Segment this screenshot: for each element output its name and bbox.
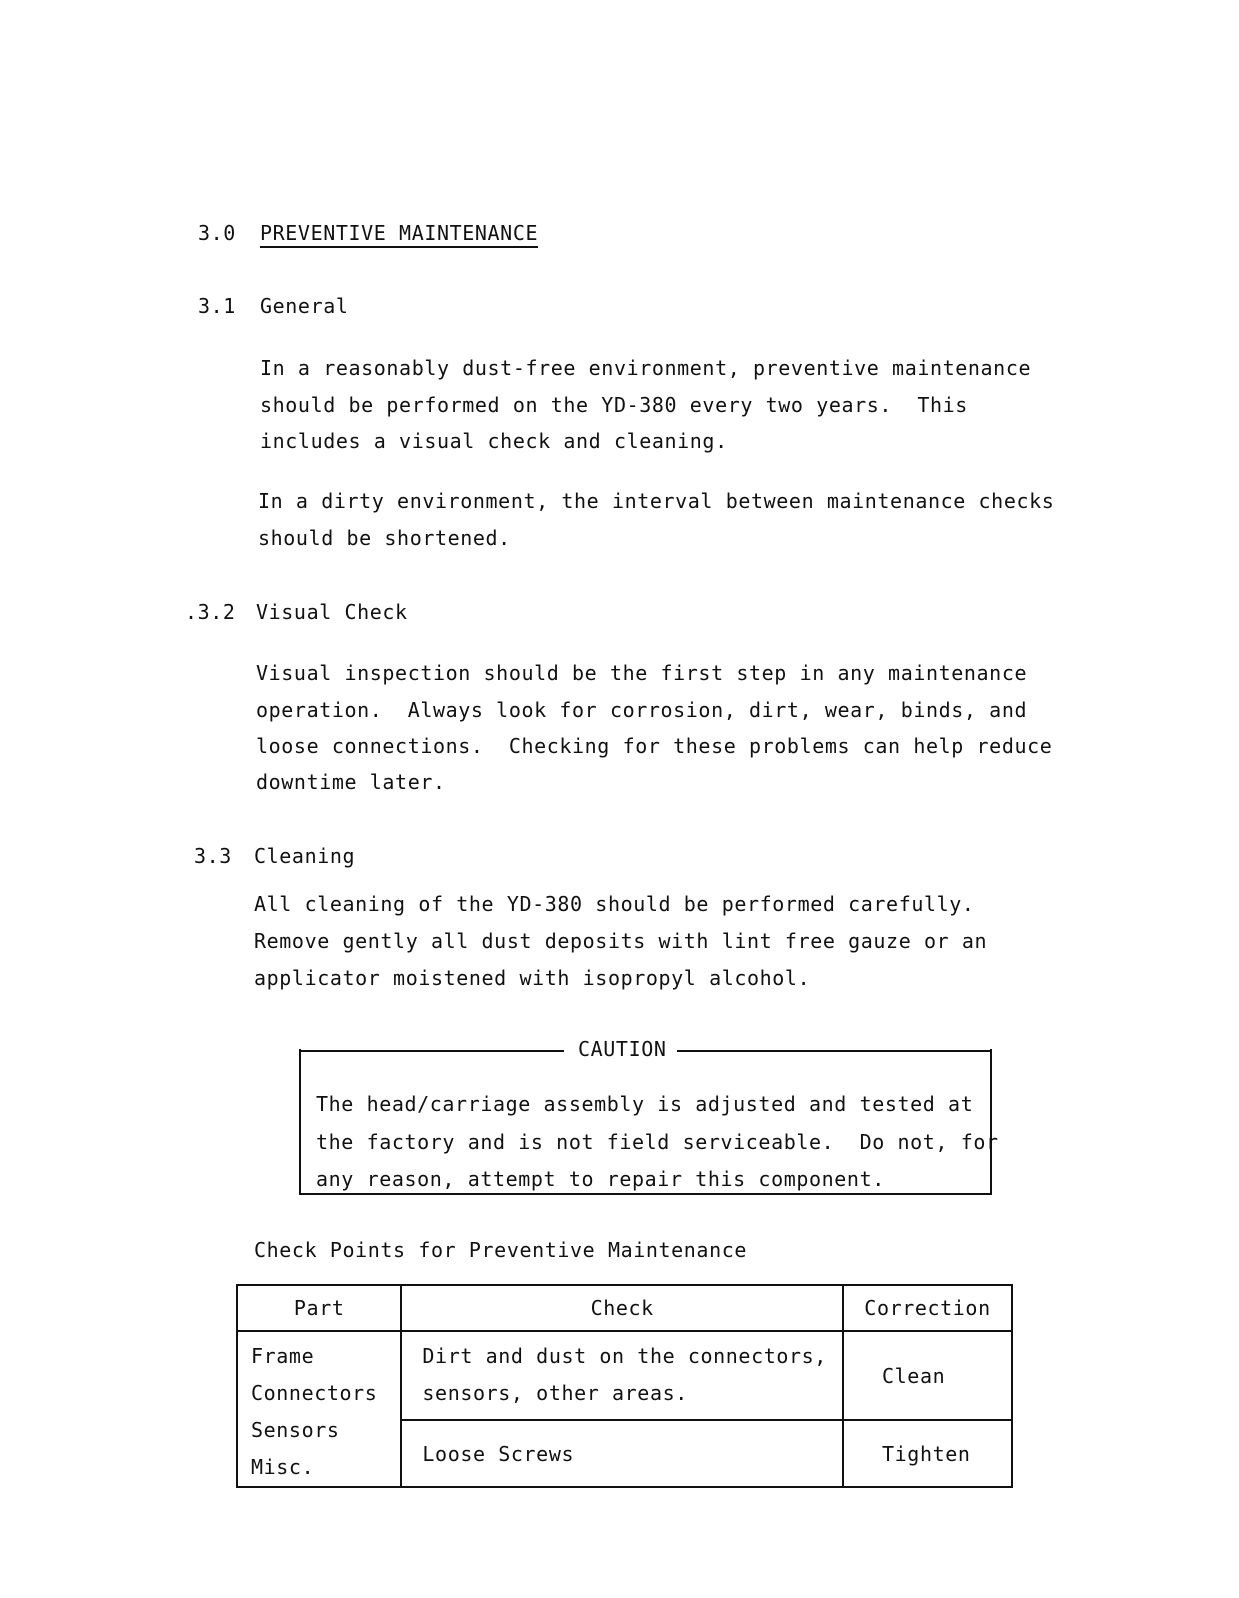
part-item: Connectors [251, 1381, 378, 1405]
parts-cell [237, 1331, 401, 1487]
part-item: Misc. [251, 1455, 315, 1479]
header-part: Part [237, 1285, 401, 1331]
table-row [237, 1331, 1012, 1420]
correction-cell [843, 1420, 1012, 1487]
check-points-table [236, 1284, 1013, 1488]
header-check: Check [401, 1285, 843, 1331]
cleaning-para-line: applicator moistened with isopropyl alcohol. [254, 966, 811, 990]
caution-line: The head/carriage assembly is adjusted and tested at [316, 1092, 974, 1116]
section-number: 3.0 [198, 221, 236, 245]
general-title: General [260, 294, 349, 318]
visual-para-line: loose connections. Checking for these problems can help reduce [256, 734, 1053, 758]
check-line: Dirt and dust on the connectors, [422, 1344, 827, 1368]
general-para1-line: includes a visual check and cleaning. [260, 429, 728, 453]
cleaning-para-line: Remove gently all dust deposits with lint free gauze or an [254, 929, 988, 953]
part-item: Sensors [251, 1418, 340, 1442]
caution-rule-right [672, 1050, 992, 1052]
caution-rule-left [299, 1050, 564, 1052]
correction-cell [843, 1331, 1012, 1420]
visual-para-line: operation. Always look for corrosion, dirt, wear, binds, and [256, 698, 1028, 722]
general-para2-line: should be shortened. [258, 526, 511, 550]
check-cell [401, 1420, 843, 1487]
cleaning-number: 3.3 [194, 844, 232, 868]
correction-value: Clean [882, 1363, 946, 1388]
cleaning-para-line: All cleaning of the YD-380 should be performed carefully. [254, 892, 975, 916]
check-line: sensors, other areas. [422, 1381, 688, 1405]
visual-para-line: downtime later. [256, 770, 446, 794]
caution-line: any reason, attempt to repair this component. [316, 1167, 885, 1191]
table-caption: Check Points for Preventive Maintenance [254, 1238, 747, 1262]
visual-number: .3.2 [185, 600, 236, 624]
check-line: Loose Screws [422, 1441, 575, 1466]
visual-title: Visual Check [256, 600, 408, 624]
visual-para-line: Visual inspection should be the first step in any maintenance [256, 661, 1028, 685]
general-para1-line: should be performed on the YD-380 every two years. This [260, 393, 968, 417]
check-cell [401, 1331, 843, 1420]
caution-line: the factory and is not field serviceable. Do not, for [316, 1130, 999, 1154]
part-item: Frame [251, 1344, 315, 1368]
caution-title: CAUTION [568, 1037, 677, 1061]
cleaning-title: Cleaning [254, 844, 356, 868]
general-para1-line: In a reasonably dust-free environment, preventive maintenance [260, 356, 1032, 380]
section-title: PREVENTIVE MAINTENANCE [260, 221, 538, 248]
general-para2-line: In a dirty environment, the interval between maintenance checks [258, 489, 1055, 513]
general-number: 3.1 [198, 294, 236, 318]
correction-value: Tighten [882, 1441, 971, 1466]
table-header-row [237, 1285, 1012, 1331]
header-correction: Correction [843, 1285, 1012, 1331]
